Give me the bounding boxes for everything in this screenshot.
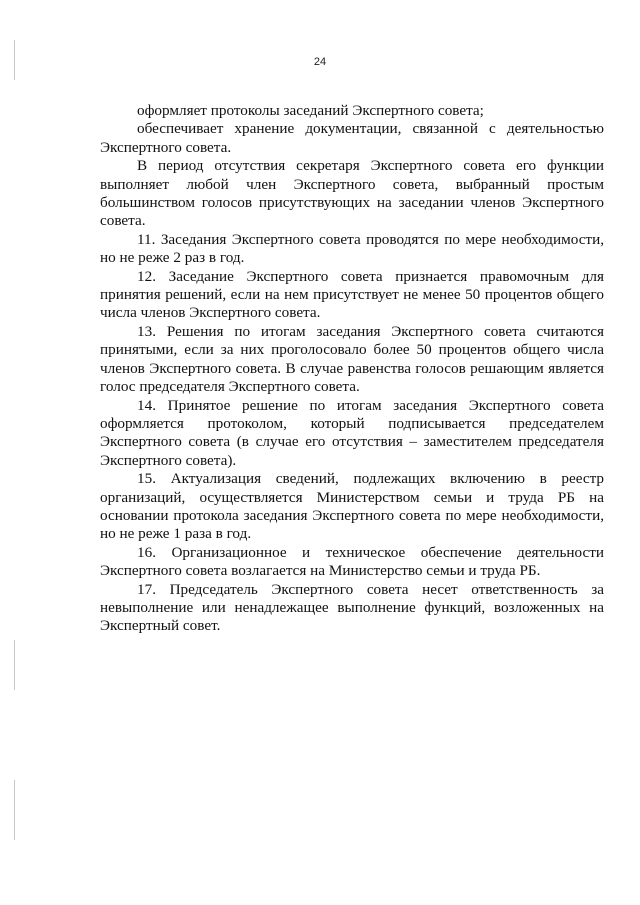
paragraph: В период отсутствия секретаря Экспертного совета его функции выполняет любой член Экспертного совета, выбранный простым большинством голосов присутствующих на заседании членов Экспертного совета. bbox=[100, 157, 604, 230]
page-number: 24 bbox=[313, 56, 327, 68]
paragraph-item-15: 15. Актуализация сведений, подлежащих включению в реестр организаций, осуществляется Министерством семьи и труда РБ на основании протокола заседания Экспертного совета по мере необходимости, но не реже 1 раза в год. bbox=[100, 470, 604, 543]
scan-edge-mark-middle bbox=[14, 640, 15, 690]
paragraph-item-13: 13. Решения по итогам заседания Экспертного совета считаются принятыми, если за них проголосовало более 50 процентов общего числа членов Экспертного совета. В случае равенства голосов решающим является голос председателя Экспертного совета. bbox=[100, 322, 604, 396]
paragraph: оформляет протоколы заседаний Экспертного совета; bbox=[137, 102, 484, 119]
document-body bbox=[100, 102, 604, 636]
paragraph: обеспечивает хранение документации, связанной с деятельностью Экспертного совета. bbox=[100, 120, 604, 156]
paragraph-item-12: 12. Заседание Экспертного совета признается правомочным для принятия решений, если на нем присутствует не менее 50 процентов общего числа членов Экспертного совета. bbox=[100, 267, 604, 322]
scan-edge-mark-bottom bbox=[14, 780, 15, 840]
paragraph-item-11: 11. Заседания Экспертного совета проводятся по мере необходимости, но не реже 2 раз в год. bbox=[100, 230, 604, 267]
paragraph-item-14: 14. Принятое решение по итогам заседания Экспертного совета оформляется протоколом, который подписывается председателем Экспертного совета (в случае его отсутствия – заместителем председателя Экспертного совета). bbox=[100, 396, 604, 469]
paragraph-item-17: 17. Председатель Экспертного совета несет ответственность за невыполнение или ненадлежащее выполнение функций, возложенных на Экспертный совет. bbox=[100, 580, 604, 635]
paragraph-item-16: 16. Организационное и техническое обеспечение деятельности Экспертного совета возлагается на Министерство семьи и труда РБ. bbox=[100, 543, 604, 580]
